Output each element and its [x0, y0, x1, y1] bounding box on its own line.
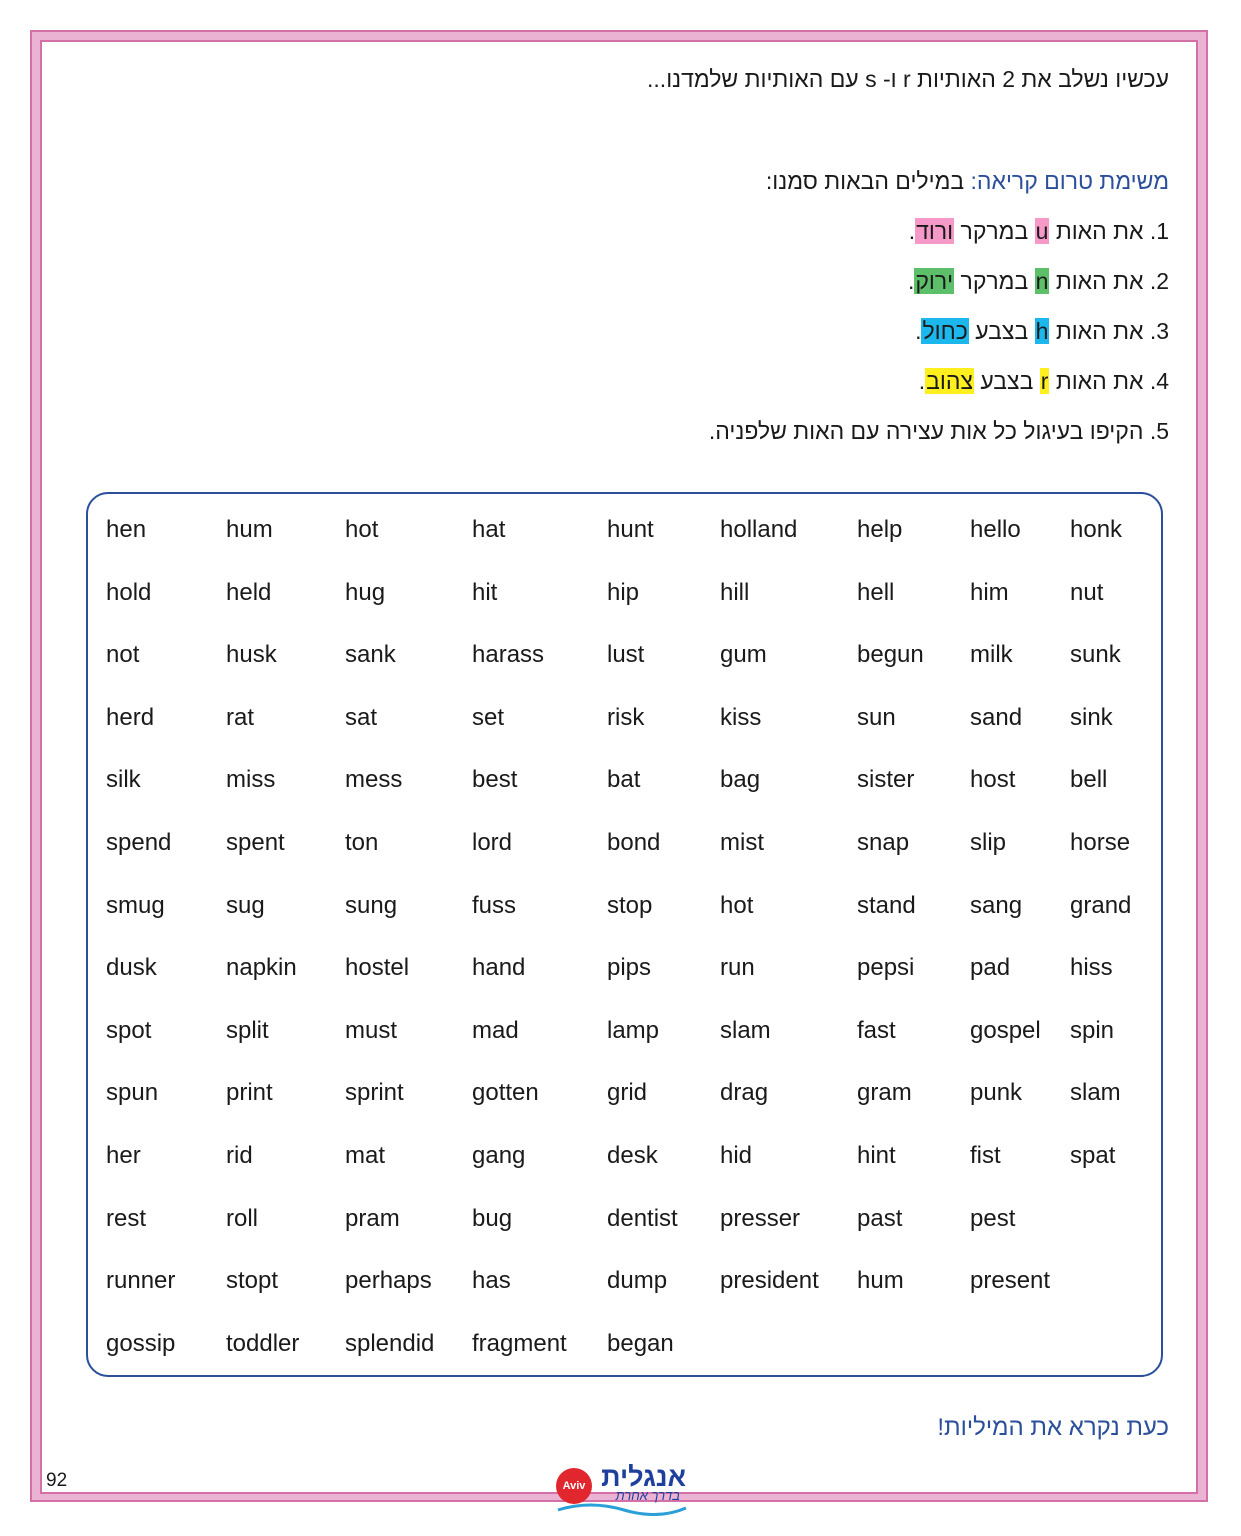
word-item: grand — [1070, 891, 1132, 919]
word-item: rid — [226, 1142, 253, 1169]
word-row — [88, 573, 1161, 613]
word-item: silk — [106, 766, 141, 794]
word-item: fast — [857, 1016, 896, 1044]
word-item: lust — [607, 641, 645, 669]
word-item: mad — [472, 1016, 519, 1044]
word-item: slam — [1070, 1079, 1121, 1107]
word-row — [88, 1073, 1161, 1113]
footer-note: כעת נקרא את המיליות! — [937, 1414, 1169, 1441]
word-item: hum — [226, 516, 273, 543]
word-item: sang — [970, 891, 1023, 919]
word-item: split — [226, 1016, 269, 1044]
word-item: past — [857, 1204, 903, 1232]
word-item: kiss — [720, 703, 762, 731]
word-item: print — [226, 1079, 273, 1107]
word-item: help — [857, 516, 903, 543]
word-item: gram — [857, 1079, 912, 1107]
highlighted-letter: r — [1040, 368, 1049, 394]
word-item: spin — [1070, 1016, 1115, 1044]
word-item: sunk — [1070, 641, 1121, 669]
word-item: pepsi — [857, 954, 915, 982]
word-item: rest — [106, 1204, 147, 1232]
item-period: . — [915, 318, 922, 344]
item-text: במרקר — [960, 268, 1029, 294]
word-item: hand — [472, 954, 526, 982]
word-item: hint — [857, 1142, 896, 1169]
word-item: snap — [857, 829, 910, 856]
word-item: host — [970, 766, 1016, 794]
word-item: pest — [970, 1204, 1016, 1232]
word-item: present — [970, 1267, 1051, 1295]
word-item: hen — [106, 516, 147, 543]
word-item: her — [106, 1142, 141, 1169]
word-item: has — [472, 1267, 511, 1295]
word-item: gospel — [970, 1016, 1041, 1044]
word-row — [88, 1199, 1161, 1239]
word-item: bond — [607, 829, 661, 856]
word-item: sink — [1070, 703, 1113, 731]
word-item: pram — [345, 1204, 400, 1232]
word-item: sun — [857, 703, 896, 731]
word-item: pad — [970, 954, 1011, 982]
word-item: toddler — [226, 1329, 300, 1357]
word-item: best — [472, 766, 518, 794]
word-item: fist — [970, 1142, 1001, 1169]
word-item: hell — [857, 578, 895, 606]
task-item-3 — [915, 316, 1169, 346]
item-text: את האות — [1055, 218, 1144, 244]
item-period: . — [907, 268, 915, 294]
word-item: hill — [720, 578, 750, 606]
highlighted-color-word: צהוב — [926, 368, 973, 394]
word-row — [88, 1324, 1161, 1364]
word-item: must — [345, 1016, 398, 1044]
word-item: began — [607, 1329, 674, 1357]
word-item: rat — [226, 703, 255, 731]
task-item-5 — [709, 416, 1169, 446]
highlighted-color-word: כחול — [922, 318, 968, 344]
task-heading — [766, 168, 1169, 195]
word-item: milk — [970, 641, 1013, 669]
word-item: spat — [1070, 1142, 1116, 1169]
highlighted-letter: u — [1035, 218, 1049, 244]
word-item: lamp — [607, 1016, 660, 1044]
word-item: presser — [720, 1204, 801, 1232]
word-item: holland — [720, 516, 798, 543]
intro-text: עכשיו נשלב את 2 האותיות r ו- s עם האותיות שלמדנו... — [647, 66, 1169, 92]
page-number: 92 — [46, 1470, 68, 1491]
word-item: harass — [472, 641, 545, 669]
word-item: president — [720, 1267, 819, 1295]
word-item: hip — [607, 578, 640, 606]
word-item: bag — [720, 766, 761, 794]
word-item: pips — [607, 954, 652, 982]
word-item: sank — [345, 641, 396, 669]
word-item: begun — [857, 641, 924, 669]
item-number: 1. — [1149, 218, 1169, 244]
word-item: sister — [857, 766, 915, 794]
word-item: lord — [472, 829, 513, 856]
word-item: mat — [345, 1142, 386, 1169]
word-row — [88, 1011, 1161, 1051]
word-item: desk — [607, 1142, 658, 1169]
word-item: splendid — [345, 1329, 435, 1357]
word-item: mess — [345, 766, 403, 794]
logo-badge: Aviv — [556, 1468, 592, 1504]
word-list-box — [86, 492, 1163, 1377]
word-item: horse — [1070, 829, 1131, 856]
highlighted-letter: n — [1035, 268, 1049, 294]
word-item: slip — [970, 829, 1007, 856]
word-item: gossip — [106, 1329, 176, 1357]
word-item: husk — [226, 641, 277, 669]
word-item: nut — [1070, 578, 1104, 606]
word-item: spent — [226, 829, 285, 856]
word-item: sat — [345, 703, 378, 731]
item-number: 3. — [1149, 318, 1169, 344]
word-item: spot — [106, 1016, 152, 1044]
word-item: grid — [607, 1079, 648, 1107]
task-subtitle: במילים הבאות סמנו: — [765, 168, 965, 194]
highlighted-color-word: ירוק — [915, 268, 954, 294]
word-item: run — [720, 954, 755, 982]
item-period: . — [918, 368, 926, 394]
item-text: במרקר — [960, 218, 1029, 244]
word-item: stop — [607, 891, 653, 919]
publisher-logo — [554, 1462, 688, 1518]
word-item: set — [472, 703, 505, 731]
word-item: hat — [472, 516, 506, 543]
item-text: את האות — [1055, 368, 1144, 394]
word-row — [88, 635, 1161, 675]
word-item: punk — [970, 1079, 1023, 1107]
word-item: drag — [720, 1079, 769, 1107]
word-item: dump — [607, 1267, 668, 1295]
item-text: בצבע — [980, 368, 1034, 394]
item-period: . — [908, 218, 916, 244]
word-item: hostel — [345, 954, 410, 982]
word-item: ton — [345, 829, 379, 856]
word-item: hug — [345, 578, 386, 606]
highlighted-letter: h — [1035, 318, 1049, 344]
word-item: stopt — [226, 1267, 279, 1295]
task-item-4 — [919, 366, 1169, 396]
word-row — [88, 760, 1161, 800]
word-row — [88, 948, 1161, 988]
task-item-1 — [909, 216, 1169, 246]
word-item: napkin — [226, 954, 297, 982]
item-text: את האות — [1055, 318, 1144, 344]
word-item: hit — [472, 578, 498, 606]
word-item: hunt — [607, 516, 654, 543]
word-item: perhaps — [345, 1267, 432, 1295]
word-item: gang — [472, 1142, 526, 1169]
word-item: sung — [345, 891, 398, 919]
word-item: fragment — [472, 1329, 567, 1357]
word-item: herd — [106, 703, 155, 731]
logo-title: אנגלית — [601, 1462, 686, 1492]
item-number: 2. — [1149, 268, 1169, 294]
word-item: gum — [720, 641, 767, 669]
item-text: הקיפו בעיגול כל אות עצירה עם האות שלפניה. — [708, 418, 1144, 444]
item-text: בצבע — [975, 318, 1029, 344]
task-title: משימת טרום קריאה: — [970, 168, 1169, 194]
word-item: runner — [106, 1267, 176, 1295]
word-item: hot — [345, 516, 379, 543]
word-item: bat — [607, 766, 641, 794]
word-item: dusk — [106, 954, 157, 982]
item-number: 4. — [1149, 368, 1169, 394]
word-item: bell — [1070, 766, 1108, 794]
word-row — [88, 1136, 1161, 1176]
task-item-2 — [908, 266, 1169, 296]
word-item: hum — [857, 1267, 904, 1295]
word-item: hold — [106, 578, 152, 606]
word-item: sprint — [345, 1079, 404, 1107]
word-row — [88, 698, 1161, 738]
word-item: sand — [970, 703, 1023, 731]
logo-wave-icon — [554, 1502, 688, 1516]
word-item: hid — [720, 1142, 753, 1169]
word-item: roll — [226, 1204, 259, 1232]
word-item: held — [226, 578, 272, 606]
word-row — [88, 886, 1161, 926]
word-item: hiss — [1070, 954, 1113, 982]
word-item: mist — [720, 829, 764, 856]
word-item: risk — [607, 703, 645, 731]
word-row — [88, 1261, 1161, 1301]
word-item: bug — [472, 1204, 513, 1232]
word-item: smug — [106, 891, 165, 919]
word-item: honk — [1070, 516, 1123, 543]
word-item: not — [106, 641, 140, 669]
word-item: hot — [720, 891, 754, 919]
word-item: spend — [106, 829, 172, 856]
item-number: 5. — [1149, 418, 1169, 444]
logo-tagline: בדרך אחרת — [615, 1488, 680, 1503]
word-item: him — [970, 578, 1009, 606]
word-item: hello — [970, 516, 1021, 543]
word-row — [88, 510, 1161, 550]
word-row — [88, 823, 1161, 863]
item-text: את האות — [1055, 268, 1144, 294]
highlighted-color-word: ורוד — [916, 218, 954, 244]
word-item: slam — [720, 1016, 771, 1044]
word-item: stand — [857, 891, 916, 919]
word-item: spun — [106, 1079, 159, 1107]
word-item: gotten — [472, 1079, 539, 1107]
word-item: sug — [226, 891, 265, 919]
word-item: fuss — [472, 891, 517, 919]
word-item: dentist — [607, 1204, 678, 1232]
word-item: miss — [226, 766, 276, 794]
